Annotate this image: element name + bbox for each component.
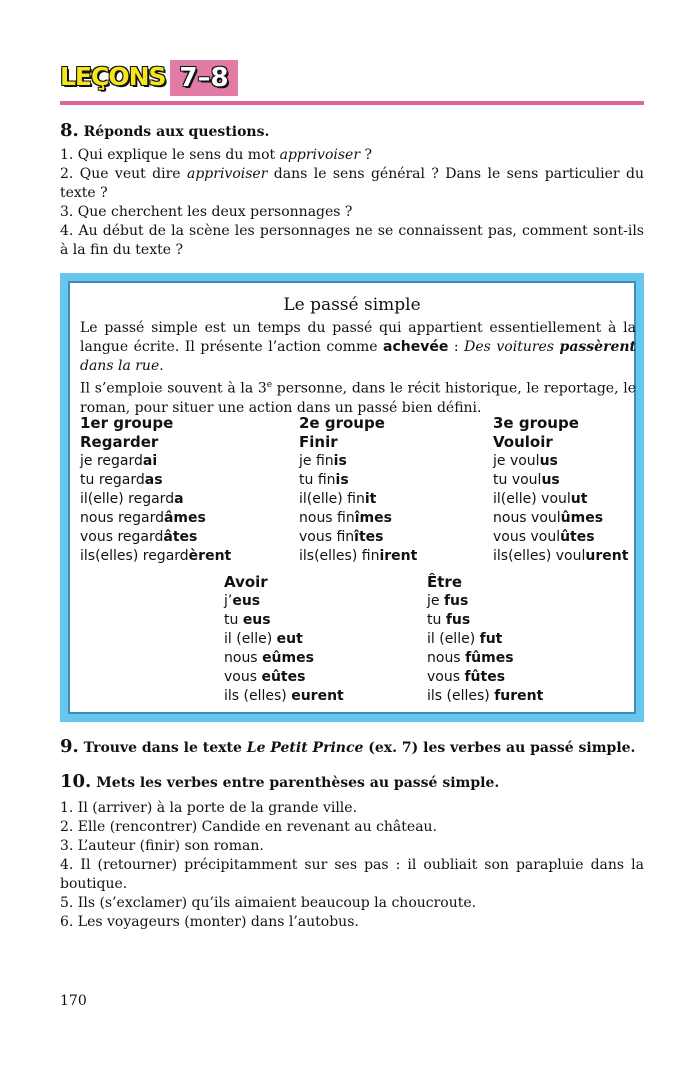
exercise-10-item: 1. Il (arriver) à la porte de la grande ville.	[60, 800, 358, 816]
question-2: 2. Que veut dire apprivoiser dans le sens général ? Dans le sens particulier du texte ?	[60, 166, 644, 201]
grammar-title: Le passé simple	[283, 295, 421, 315]
exercise-10-item: 3. L’auteur (finir) son roman.	[60, 838, 264, 854]
exercise-10-item: 4. Il (retourner) précipitamment sur ses pas : il oubliait son parapluie dans la boutique.	[60, 857, 644, 892]
exercise-10-heading: 10. Mets les verbes entre parenthèses au passé simple.	[60, 771, 500, 792]
grammar-box-inner	[68, 281, 636, 714]
conjugation-group-2: 2e groupe Finir je finis tu finis il(elle) finit nous finîmes vous finîtes ils(elles) finirent	[299, 414, 418, 564]
conjugation-avoir: Avoir j’eus tu eus il (elle) eut nous eûmes vous eûtes ils (elles) eurent	[224, 573, 344, 704]
grammar-paragraph-2: Il s’emploie souvent à la 3e personne, dans le récit historique, le reportage, le roman, pour situer une action dans un passé bien défini.	[80, 380, 636, 416]
question-1: 1. Qui explique le sens du mot apprivoiser ?	[60, 147, 372, 163]
page-number: 170	[60, 993, 87, 1009]
conjugation-group-3: 3e groupe Vouloir je voulus tu voulus il(elle) voulut nous voulûmes vous voulûtes ils(elles) voulurent	[493, 414, 629, 564]
exercise-9-heading: 9. Trouve dans le texte Le Petit Prince (ex. 7) les verbes au passé simple.	[60, 736, 636, 757]
exercise-10-item: 5. Ils (s’exclamer) qu’ils aimaient beaucoup la choucroute.	[60, 895, 477, 911]
grammar-box	[60, 273, 644, 722]
question-3: 3. Que cherchent les deux personnages ?	[60, 204, 353, 220]
question-4: 4. Au début de la scène les personnages ne se connaissent pas, comment sont-ils à la fin du texte ?	[60, 223, 644, 258]
conjugation-etre: Être je fus tu fus il (elle) fut nous fûmes vous fûtes ils (elles) furent	[427, 573, 544, 704]
lesson-number-badge: 7–8	[170, 60, 238, 96]
header-divider	[60, 101, 644, 105]
exercise-10-item: 2. Elle (rencontrer) Candide en revenant au château.	[60, 819, 438, 835]
grammar-paragraph-1: Le passé simple est un temps du passé qui appartient essentiellement à la langue écrite. Il présente l’action comme achevée : Des voitures passèrent dans la rue.	[80, 320, 636, 374]
lesson-title: LEÇONS	[60, 62, 166, 91]
exercise-10-item: 6. Les voyageurs (monter) dans l’autobus.	[60, 914, 359, 930]
exercise-8-heading: 8. Réponds aux questions.	[60, 120, 270, 141]
conjugation-group-1: 1er groupe Regarder je regardai tu regardas il(elle) regarda nous regardâmes vous regardâtes ils(elles) regardèrent	[80, 414, 232, 564]
